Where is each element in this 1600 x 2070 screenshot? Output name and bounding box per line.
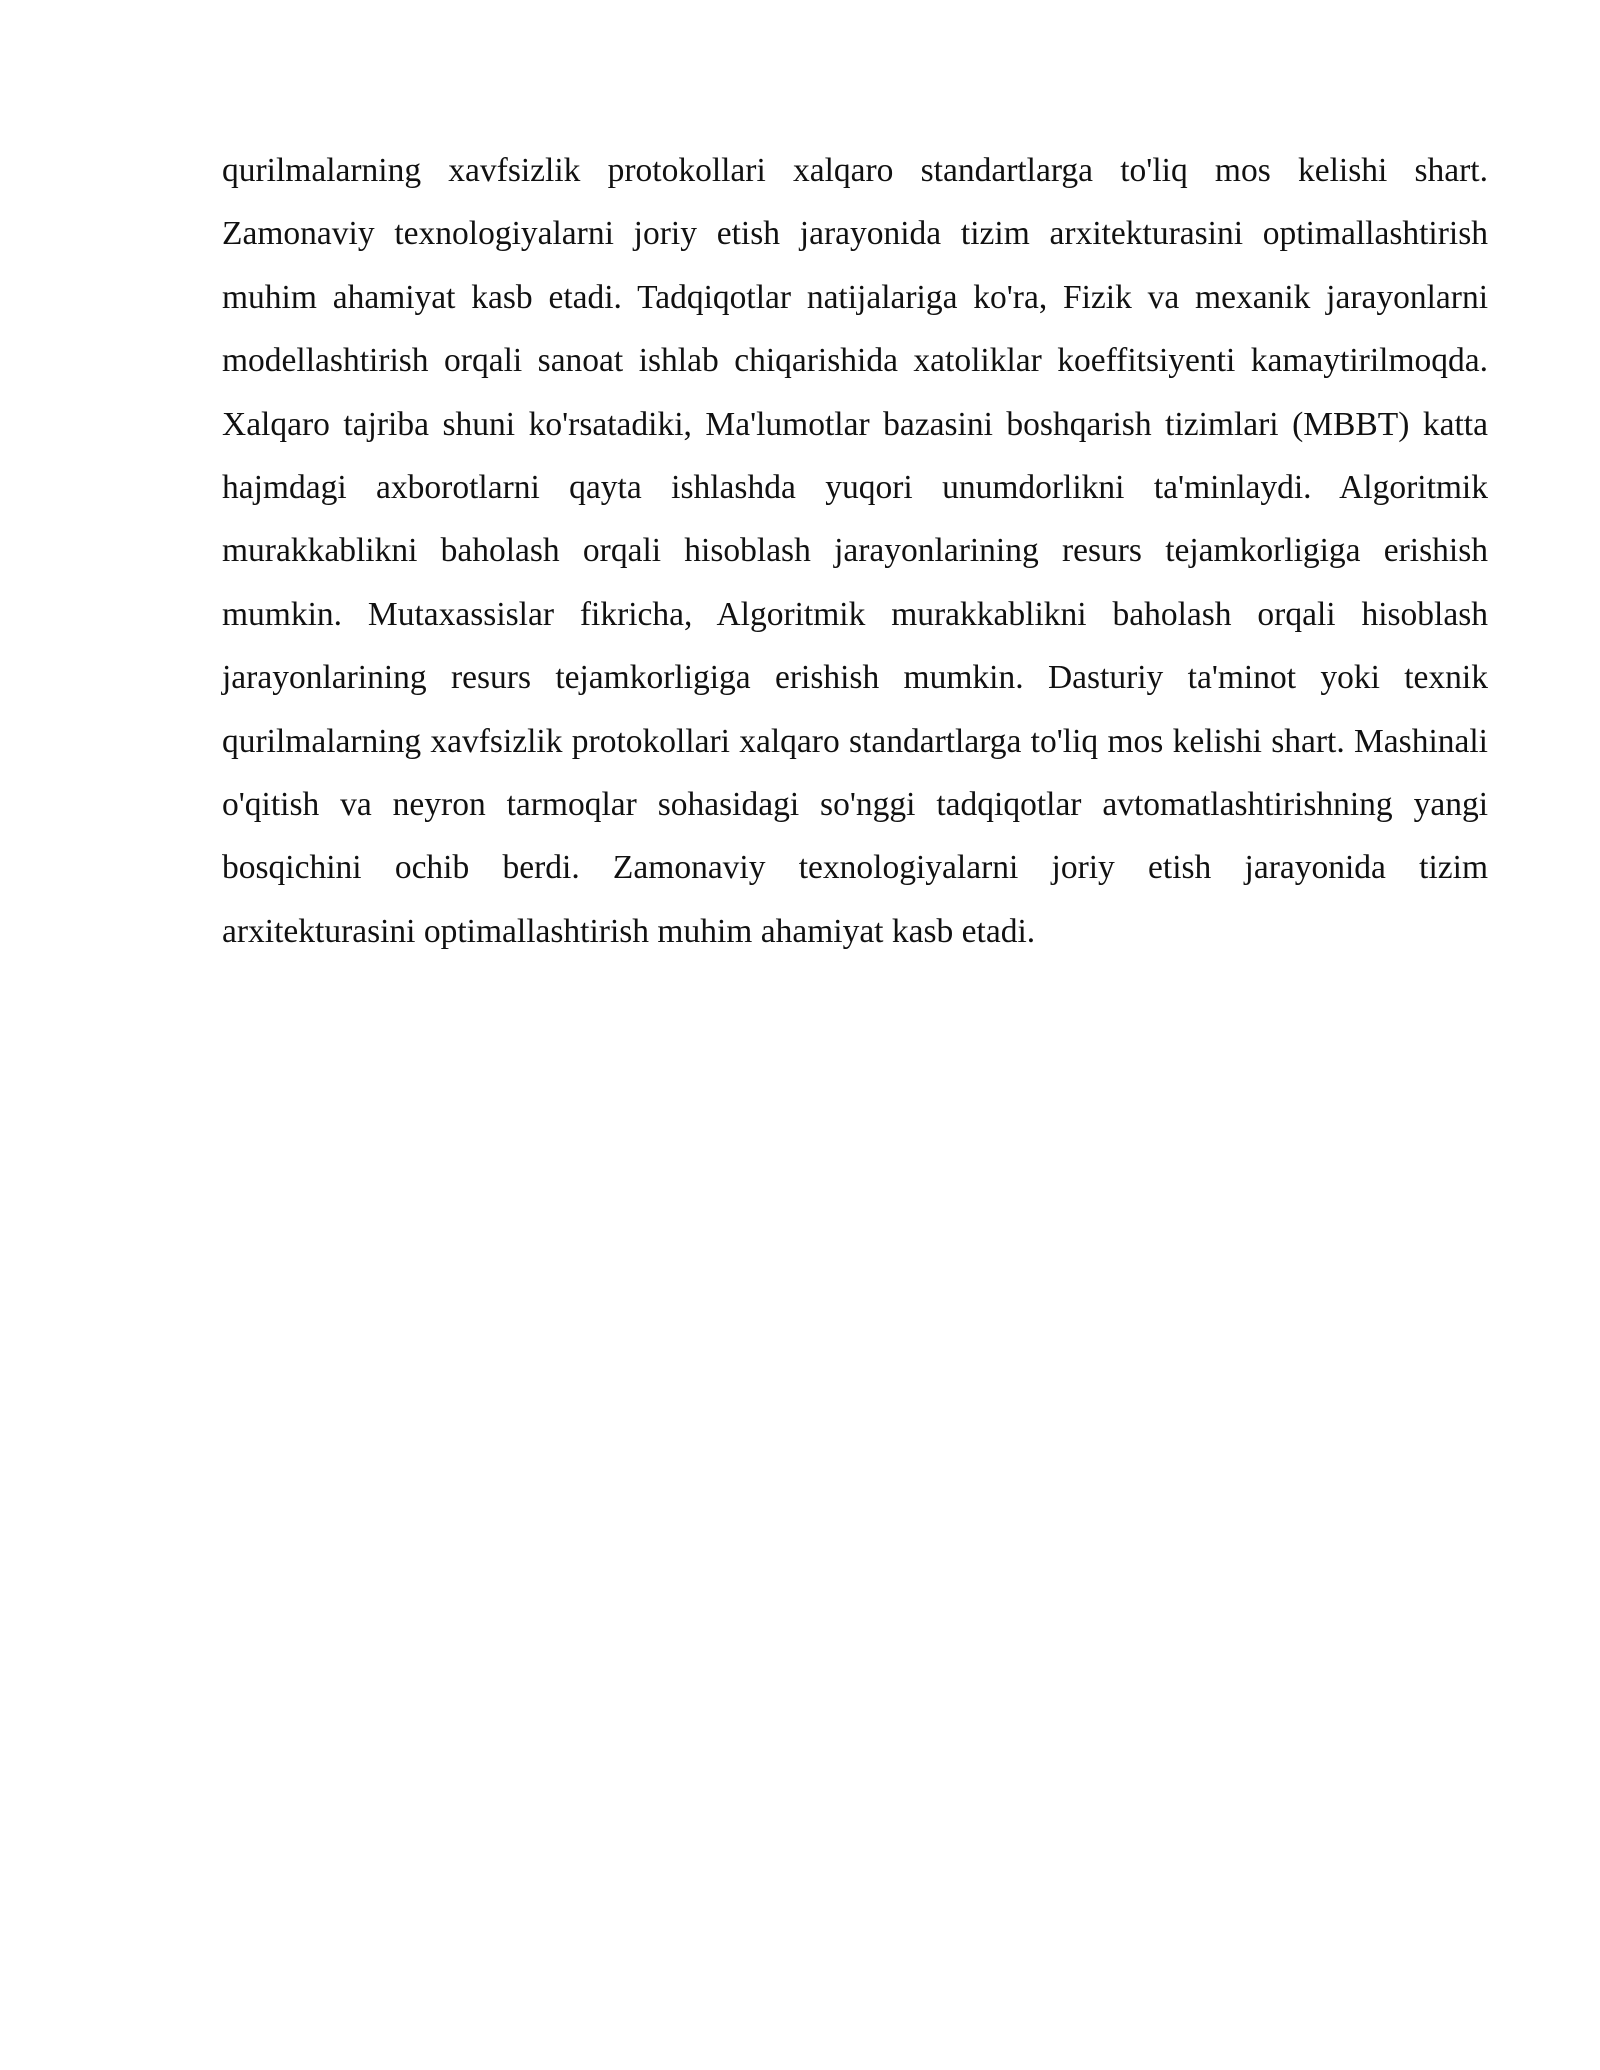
- body-paragraph: qurilmalarning xavfsizlik protokollari xalqaro standartlarga to'liq mos kelishi shart. Zamonaviy texnologiyalarni joriy etish jarayonida tizim arxitekturasini optimallashtirish muhim ahamiyat kasb etadi. Tadqiqotlar natijalariga ko'ra, Fizik va mexanik jarayonlarni modellashtirish orqali sanoat ishlab chiqarishida xatoliklar koeffitsiyenti kamaytirilmoqda. Xalqaro tajriba shuni ko'rsatadiki, Ma'lumotlar bazasini boshqarish tizimlari (MBBT) katta hajmdagi axborotlarni qayta ishlashda yuqori unumdorlikni ta'minlaydi. Algoritmik murakkablikni baholash orqali hisoblash jarayonlarining resurs tejamkorligiga erishish mumkin. Mutaxassislar fikricha, Algoritmik murakkablikni baholash orqali hisoblash jarayonlarining resurs tejamkorligiga erishish mumkin. Dasturiy ta'minot yoki texnik qurilmalarning xavfsizlik protokollari xalqaro standartlarga to'liq mos kelishi shart. Mashinali o'qitish va neyron tarmoqlar sohasidagi so'nggi tadqiqotlar avtomatlashtirishning yangi bosqichini ochib berdi. Zamonaviy texnologiyalarni joriy etish jarayonida tizim arxitekturasini optimallashtirish muhim ahamiyat kasb etadi.: [222, 152, 1488, 950]
